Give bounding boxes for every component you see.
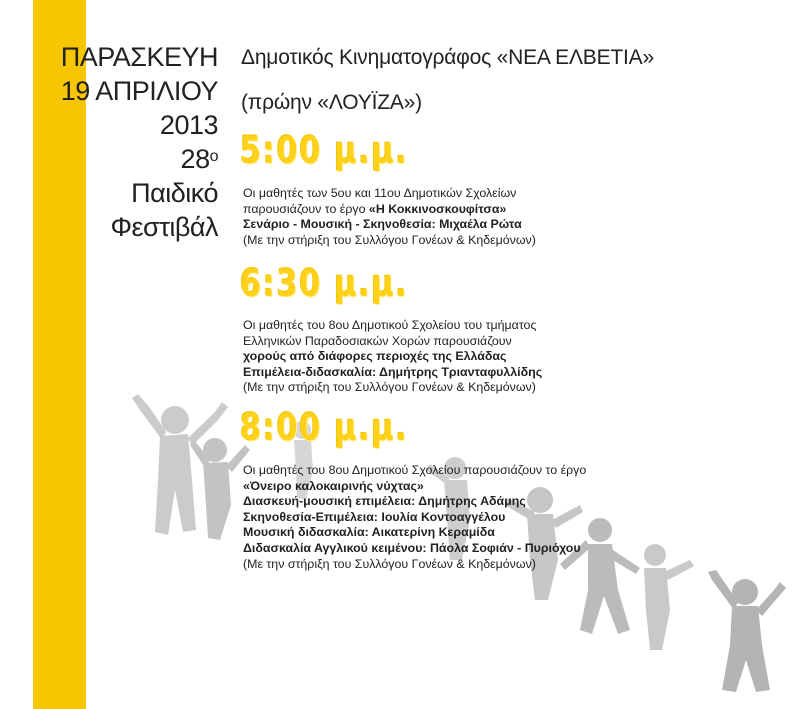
day-of-week: ΠΑΡΑΣΚΕΥΗ — [60, 42, 218, 72]
event-1-line: Σενάριο - Μουσική - Σκηνοθεσία: Μιχαέλα Ρώτα — [243, 217, 522, 232]
event-1-line: παρουσιάζουν το έργο «Η Κοκκινοσκουφίτσα» — [243, 201, 507, 216]
child-silhouette-7 — [644, 544, 694, 650]
event-3-line: Σκηνοθεσία-Επιμέλεια: Ιουλία Κοντοαγγέλου — [243, 509, 506, 524]
child-silhouette-8 — [708, 570, 786, 692]
event-year: 2013 — [159, 110, 218, 140]
event-3-line: Διδασκαλία Αγγλικού κειμένου: Πάολα Σοφιάν - Πυριόχου — [243, 540, 581, 555]
festival-name-line2: Φεστιβάλ — [110, 212, 218, 242]
child-silhouette-2 — [190, 438, 250, 540]
event-description-2 — [243, 318, 542, 396]
event-1-title: «Η Κοκκινοσκουφίτσα» — [368, 201, 507, 216]
event-date-block — [40, 40, 218, 244]
event-time-1: 5:00 μ.μ. — [240, 129, 409, 172]
event-date: 19 ΑΠΡΙΛΙΟΥ — [60, 76, 218, 106]
venue-name: Δημοτικός Κινηματογράφος «ΝΕΑ ΕΛΒΕΤΙΑ» — [241, 46, 654, 69]
event-3-line: Οι μαθητές του 8ου Δημοτικού Σχολείου παρουσιάζουν το έργο — [243, 463, 587, 477]
event-3-line: Μουσική διδασκαλία: Αικατερίνη Κεραμίδα — [243, 525, 495, 540]
event-3-line: «Όνειρο καλοκαιρινής νύχτας» — [243, 478, 424, 493]
venue-former-name: (πρώην «ΛΟΥΪΖΑ») — [241, 91, 422, 114]
event-1-line: Οι μαθητές των 5ου και 11ου Δημοτικών Σχολείων — [243, 186, 517, 200]
event-2-line: Οι μαθητές του 8ου Δημοτικού Σχολείου του τμήματος — [243, 318, 537, 332]
event-3-line: (Με την στήριξη του Συλλόγου Γονέων & Κηδεμόνων) — [243, 556, 536, 571]
event-2-line: (Με την στήριξη του Συλλόγου Γονέων & Κηδεμόνων) — [243, 380, 536, 395]
festival-name-line1: Παιδικό — [131, 178, 218, 208]
event-description-3 — [243, 463, 586, 572]
event-2-line: Ελληνικών Παραδοσιακών Χορών παρουσιάζουν — [243, 333, 512, 348]
event-2-line: χορούς από διάφορες περιοχές της Ελλάδας — [243, 349, 507, 364]
event-3-line: Διασκευή-μουσική επιμέλεια: Δημήτρης Αδάμης — [243, 494, 526, 509]
festival-edition: $28^o$ — [180, 144, 218, 174]
event-time-2: 6:30 μ.μ. — [240, 262, 409, 305]
event-description-1 — [243, 186, 536, 248]
event-2-line: Επιμέλεια-διδασκαλία: Δημήτρης Τριανταφυλλίδης — [243, 364, 543, 379]
event-1-line: (Με την στήριξη του Συλλόγου Γονέων & Κηδεμόνων) — [243, 232, 536, 247]
event-time-3: 8:00 μ.μ. — [240, 406, 409, 449]
